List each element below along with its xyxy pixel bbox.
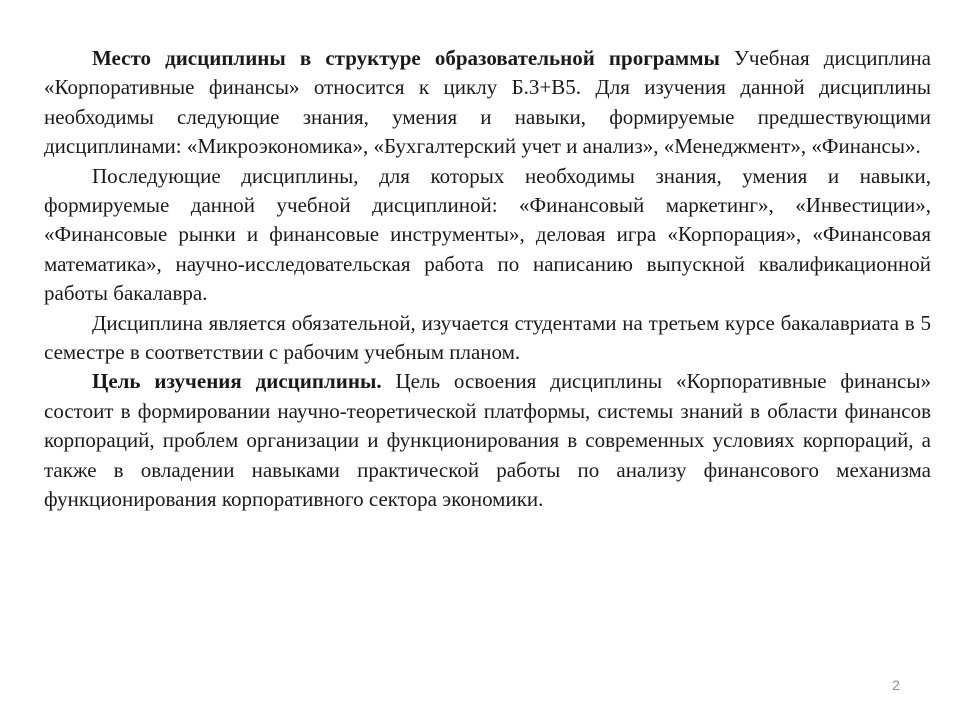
body-text [44,44,931,515]
paragraph-text: Цель освоения дисциплины «Корпоративные финансы» состоит в формировании научно-теоретической платформы, системы знаний в области финансов корпораций, проблем организации и функционирования в современных условиях корпораций, а также в овладении навыками практической работы по анализу финансового механизма функционирования корпоративного сектора экономики. [44,369,931,512]
paragraph-place-of-discipline [44,44,931,162]
paragraph-goal [44,367,931,514]
paragraph-text: Учебная дисциплина «Корпоративные финансы» относится к циклу Б.3+В5. Для изучения данной дисциплины необходимы следующие знания, умения и навыки, формируемые предшествующими дисциплинами: «Микроэкономика», «Бухгалтерский учет и анализ», «Менеджмент», «Финансы». [44,46,931,159]
paragraph-mandatory [44,309,931,368]
paragraph-text: Последующие дисциплины, для которых необходимы знания, умения и навыки, формируемые данной учебной дисциплиной: «Финансовый маркетинг», «Инвестиции», «Финансовые рынки и финансовые инструменты», деловая игра «Корпорация», «Финансовая математика», научно-исследовательская работа по написанию выпускной квалификационной работы бакалавра. [44,163,931,306]
paragraph-heading: Место дисциплины в структуре образовательной программы [92,46,720,70]
page-number: 2 [892,677,900,693]
paragraph-text: Дисциплина является обязательной, изучается студентами на третьем курсе бакалавриата в 5 семестре в соответствии с рабочим учебным планом. [44,310,931,365]
paragraph-heading: Цель изучения дисциплины. [92,369,382,394]
paragraph-subsequent-disciplines [44,162,931,309]
